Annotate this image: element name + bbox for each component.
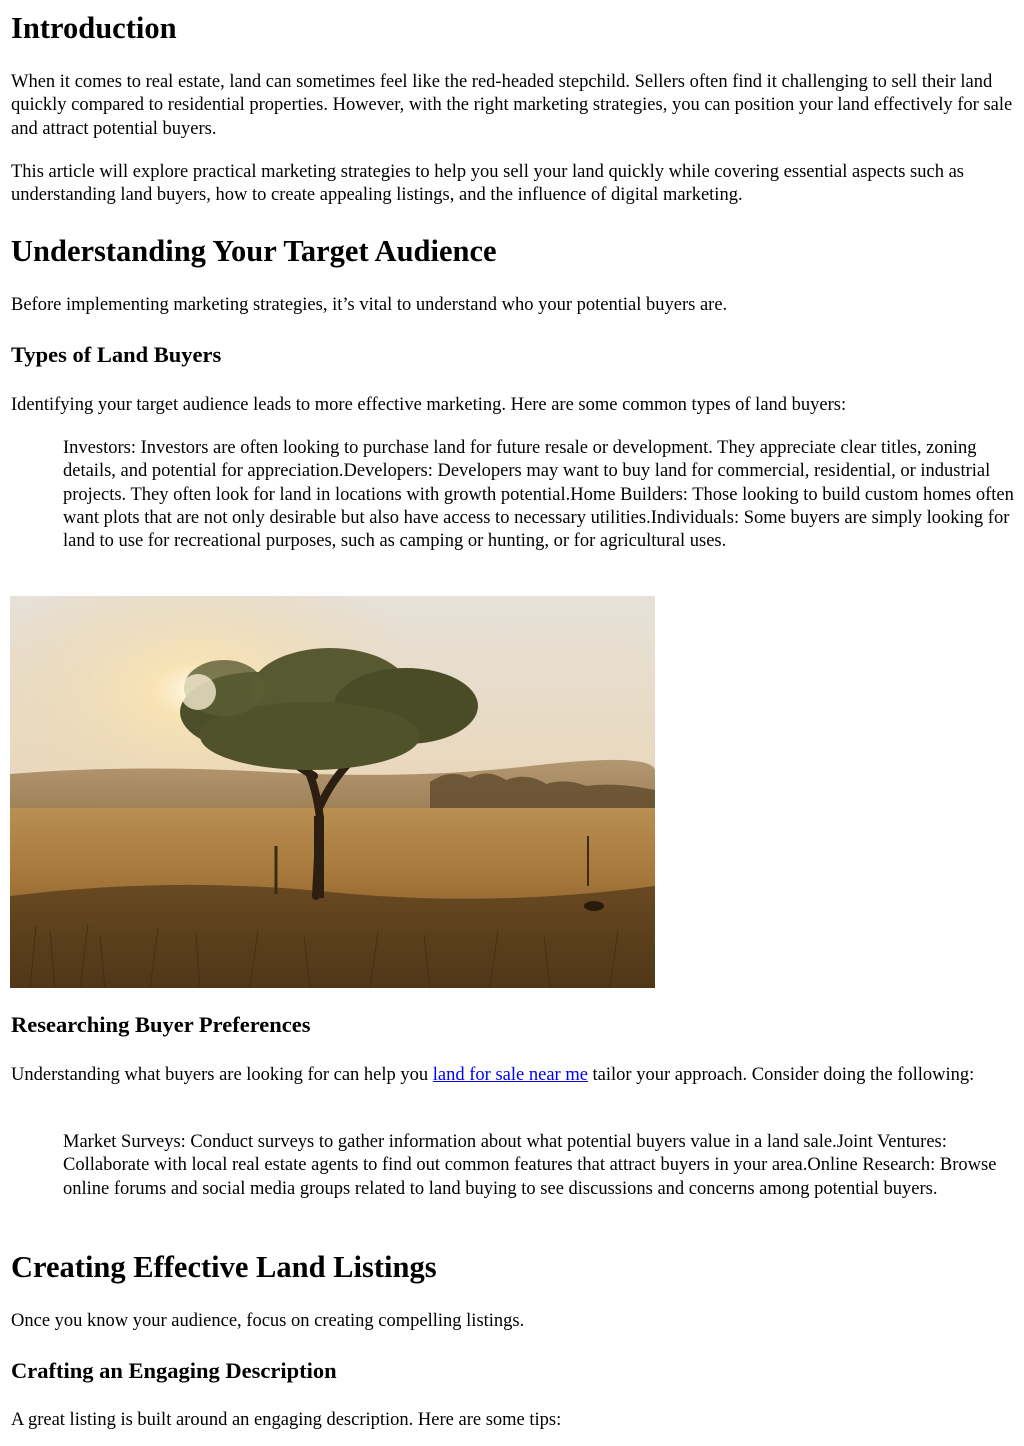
research-blockquote: Market Surveys: Conduct surveys to gather information about what potential buyers value in a land sale.Joint Ventures: Collaborate with local real estate agents to find out common features that attract buyers in your area.Online Research: Browse online forums and social media groups related to land buying to see discussions and concerns among potential buyers. bbox=[63, 1132, 997, 1199]
crafting-paragraph: A great listing is built around an engaging description. Here are some tips: bbox=[11, 1410, 562, 1430]
heading-types-of-land-buyers: Types of Land Buyers bbox=[11, 342, 222, 367]
intro-paragraph-2: This article will explore practical marketing strategies to help you sell your land quickly while covering essential aspects such as understanding land buyers, how to create appealing listings, and the influence of digital marketing. bbox=[11, 162, 964, 206]
intro-paragraph-1: When it comes to real estate, land can sometimes feel like the red-headed stepchild. Sellers often find it challenging to sell their land quickly compared to residential properties. However, with the right marketing strategies, you can position your land effectively for sale and attract potential buyers. bbox=[11, 72, 1013, 139]
landscape-illustration bbox=[10, 596, 655, 988]
heading-creating-listings: Creating Effective Land Listings bbox=[11, 1250, 437, 1284]
animal bbox=[584, 901, 604, 911]
heading-crafting-description: Crafting an Engaging Description bbox=[11, 1358, 337, 1383]
listings-paragraph: Once you know your audience, focus on creating compelling listings. bbox=[11, 1311, 525, 1331]
audience-paragraph: Before implementing marketing strategies, it’s vital to understand who your potential buyers are. bbox=[11, 295, 728, 315]
land-tree-sunset-image bbox=[10, 596, 655, 988]
research-paragraph bbox=[11, 1064, 1016, 1087]
land-for-sale-link[interactable]: land for sale near me bbox=[432, 1065, 588, 1085]
heading-introduction: Introduction bbox=[11, 11, 177, 45]
buyer-types-blockquote: Investors: Investors are often looking to purchase land for future resale or development. They appreciate clear titles, zoning details, and potential for appreciation.Developers: Developers may want to buy land for commercial, residential, or industrial projects. They often look for land in locations with growth potential.Home Builders: Those looking to build custom homes often want plots that are not only desirable but also have access to necessary utilities.Individuals: Some buyers are simply looking for land to use for recreational purposes, such as camping or hunting, or for agricultural uses. bbox=[63, 438, 1014, 552]
heading-target-audience: Understanding Your Target Audience bbox=[11, 234, 497, 268]
heading-researching-buyer-preferences: Researching Buyer Preferences bbox=[11, 1012, 311, 1037]
types-paragraph: Identifying your target audience leads to more effective marketing. Here are some common types of land buyers: bbox=[11, 395, 847, 415]
research-text-before: Understanding what buyers are looking for can help you bbox=[11, 1065, 433, 1085]
research-text-after: tailor your approach. Consider doing the following: bbox=[587, 1065, 975, 1085]
